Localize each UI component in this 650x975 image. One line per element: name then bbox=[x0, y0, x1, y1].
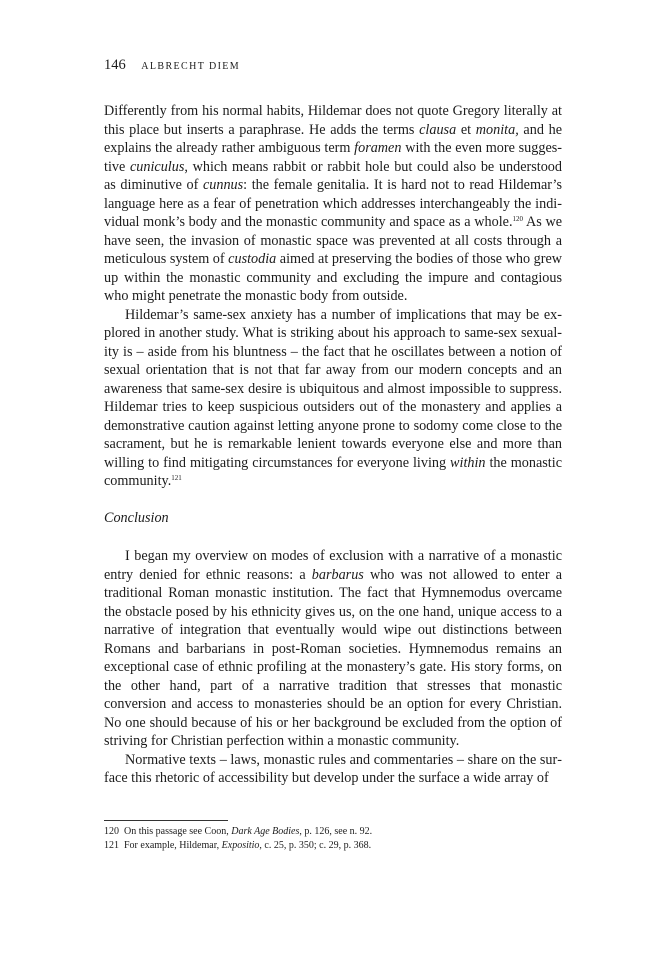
italic-term: cuniculus bbox=[129, 158, 185, 175]
footnote-text: For example, Hildemar, bbox=[124, 839, 222, 851]
footnote-text: , p. 126, see n. 92. bbox=[299, 826, 373, 837]
footnote-text: On this passage see Coon, bbox=[124, 826, 232, 837]
footnote-ref-121[interactable]: 121 bbox=[171, 474, 182, 482]
italic-term: within bbox=[450, 454, 486, 471]
footnote-divider bbox=[104, 820, 228, 821]
text-run: who was not allowed to enter a traditional Roman monastic institution. The fact that Hymnemodus overcame the obstacle posed by his ethnicity gives us, on the one hand, unique access to a narrative of integration that eventually would wipe out distinctions between Romans and barbarians in post-Roman societies. Hymnemodus remains an exceptional case of ethnic profiling at the monastery’s gate. His story forms, on the other hand, part of a narrative tradition that stresses that monastic conversion and access to monasteries should be an option for every Christian. No one should because of his or her background be excluded from the option of striving for Christian perfection within a monastic community. bbox=[104, 566, 562, 749]
text-run: : the female genitalia. It is hard not to read Hildemar’s language here as a fear of penetration which addresses interchangeably the individual monk’s body and the monastic community and space as a whole. bbox=[104, 177, 562, 230]
paragraph-3 bbox=[104, 547, 562, 751]
text-run: As we have seen, the invasion of monastic space was prevented at all costs through a meticulous system of bbox=[104, 214, 562, 267]
section-heading: Conclusion bbox=[104, 509, 169, 526]
footnote-title: Expositio bbox=[221, 839, 260, 851]
text-run: Hildemar’s same-sex anxiety has a number of implications that may be explored in another study. What is striking about his approach to same-sex sexuality is – aside from his bluntness – the fact that he oscillates between a notion of sexual orientation that is not that far away from our modern concepts and an awareness that same-sex desire is ubiquitous and almost impossible to suppress. Hildemar tries to keep suspicious outsiders out of the monastery and applies a demonstrative caution against letting anyone prone to sodomy come close to the sacrament, but he is remarkable lenient towards everyone else and more than willing to find mitigating circumstances for everyone living bbox=[104, 306, 562, 471]
paragraph-2 bbox=[104, 306, 562, 491]
footnote-text: , c. 25, p. 350; c. 29, p. 368. bbox=[259, 839, 372, 851]
footnotes bbox=[104, 825, 562, 852]
text-run: Normative texts – laws, monastic rules and commentaries – share on the surface this rhetoric of accessibility but develop under the surface a wide array of bbox=[104, 751, 562, 786]
running-author: ALBRECHT DIEM bbox=[141, 61, 241, 72]
footnote-121 bbox=[104, 839, 562, 853]
footnote-title: Dark Age Bodies bbox=[231, 826, 300, 837]
footnote-number: 120 bbox=[104, 826, 119, 837]
text-run: , which means rabbit or rabbit hole but could also be understood as diminutive of bbox=[104, 158, 562, 193]
footnote-number: 121 bbox=[104, 839, 119, 851]
italic-term: monita, bbox=[475, 121, 519, 138]
italic-term: cunnus bbox=[202, 177, 244, 193]
text-run: aimed at preserving the bodies of those who grew up within the monastic community and excluding the impure and contagious who might penetrate the monastic body from outside. bbox=[104, 251, 562, 304]
italic-term: custodia bbox=[228, 251, 277, 267]
text-run: et bbox=[456, 121, 476, 138]
text-run: and he explains the already rather ambiguous term bbox=[104, 121, 562, 156]
text-run: Differently from his normal habits, Hildemar does not quote Gregory literally at this place but inserts a paraphrase. He adds the terms bbox=[104, 103, 562, 138]
page-number: 146 bbox=[104, 57, 126, 73]
text-run: the monastic community. bbox=[104, 454, 562, 489]
text-run: with the even more suggestive bbox=[104, 140, 563, 175]
paragraph-1 bbox=[104, 102, 562, 306]
text-run: I began my overview on modes of exclusion with a narrative of a monastic entry denied for ethnic reasons: a bbox=[104, 548, 562, 583]
italic-term: barbarus bbox=[311, 566, 364, 583]
paragraph-4 bbox=[104, 751, 562, 788]
main-text bbox=[104, 102, 562, 788]
footnote-120 bbox=[104, 825, 562, 839]
running-header bbox=[104, 57, 240, 74]
italic-term: clausa bbox=[419, 121, 457, 138]
footnote-ref-120[interactable]: 120 bbox=[512, 215, 524, 223]
italic-term: foramen bbox=[354, 140, 402, 156]
